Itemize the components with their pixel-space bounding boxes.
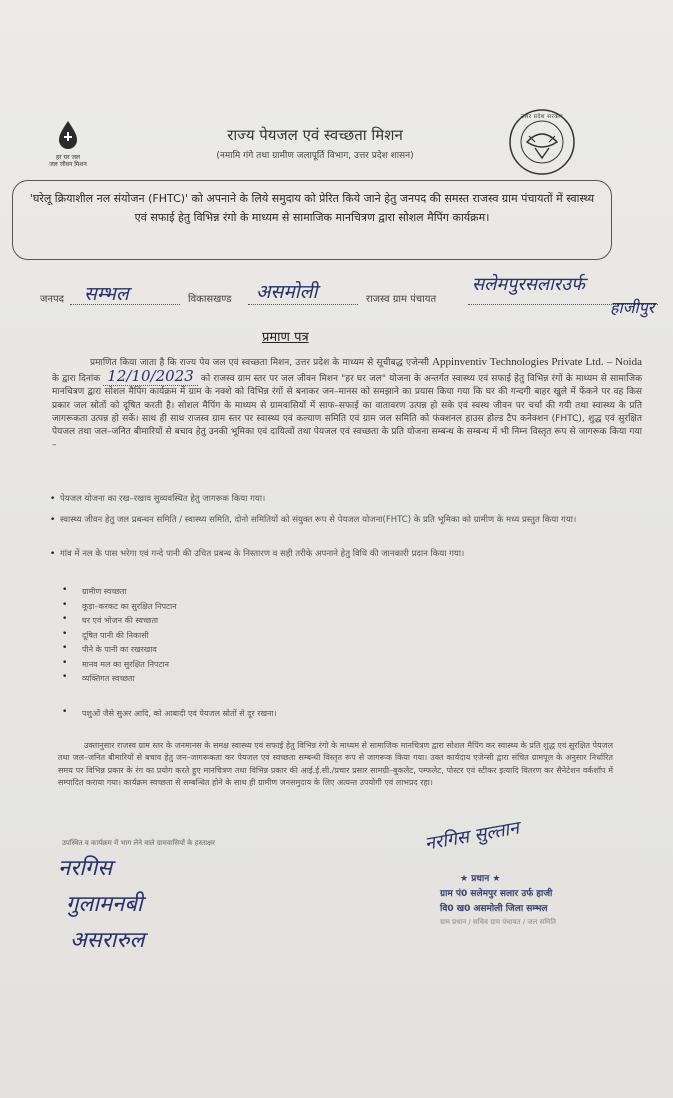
witness-note: उपस्थित व कार्यक्रम में भाग लेने वाले ग्रामवासियों के हस्ताक्षर [62,839,215,847]
list-item-text: ग्रामीण स्वच्छता [82,587,127,596]
gp-label: राजस्व ग्राम पंचायत [366,294,437,305]
location-fields [40,274,660,326]
block-underline [248,304,358,305]
gp-value-line2: हाजीपुर [610,298,655,317]
bullet-1-text: पेयजल योजना का रख–रखाव सुव्यवस्थित हेतु जागरूक किया गया। [60,494,266,504]
org-title: राज्य पेयजल एवं स्वच्छता मिशन [227,126,403,144]
list-item: • व्यक्तिगत स्वच्छता [62,672,135,683]
para2-text: उक्तानुसार राजस्व ग्राम स्तर के जनमानस के समक्ष स्वास्थ्य एवं सफाई हेतु विभिन्न रंगो के माध्यम से सामाजिक मानचित्रण द्वारा सोशल मैपिंग कर स्वास्थ्य के प्रति शुद्ध एवं सुरक्षित पेयजल तथा जल–जनित बीमारियों से बचाव हेतु जन–जागरूकता कर पेयजल एवं स्वच्छता सम्बन्धी विस्तृत रूप से जागरूक किया गया। उक्त कार्यदाय एजेन्सी द्वारा संचित ग्रामपूल के अनुसार निर्धारित समय पर विभिन्न प्रकार के रंग का प्रयोग करते हुए मानचित्रण तथा विभिन्न प्रकार की आई.ई.सी./प्रचार प्रसार सामग्री–बुकलेट, पम्फलेट, पोस्टर एवं स्टीकर इत्यादि वितरण कर सैनेटेशन वर्कशॉप में सम्पादित कराया गया। कार्यक्रम स्वच्छता से सम्बन्धित होने के साथ ही ग्रामीण जनसमुदाय के लिए अत्यन्त उपयोगी एवं लाभप्रद रहा। [58,741,613,787]
bullet-2 [50,514,640,526]
certificate-paragraph-1 [52,356,642,452]
logo-subtagline: जल जीवन मिशन [49,161,87,168]
block-value: असमोली [256,281,318,303]
jjm-logo [44,120,92,168]
animal-item-text: पशुओं जैसे सुअर आदि, को आबादी एवं पेयजल स्रोतों से दूर रखना। [82,709,277,718]
bullet-dot: • [50,494,56,504]
sanitation-topics-list [62,586,362,688]
org-subtitle: (नमामि गंगे तथा ग्रामीण जलापूर्ति विभाग, उत्तर प्रदेश शासन) [216,151,414,161]
pradhan-stamp [440,872,620,927]
list-item-text: व्यक्तिगत स्वच्छता [82,674,135,683]
list-item-text: मानव मल का सुरक्षित निपटान [82,659,169,669]
bullet-dot: • [50,515,56,525]
district-label: जनपद [40,294,64,305]
program-banner [12,180,612,260]
district-value: सम्भल [84,283,129,305]
list-item: • पीने के पानी का रखरखाव [62,643,157,654]
para1-body: को राजस्व ग्राम स्तर पर जल जीवन मिशन "हर घर जल" योजना के अन्तर्गत स्वास्थ्य एवं सफाई हेतु विभिन्न रंगों के माध्यम से सामाजिक मानचित्रण द्वारा सोशल मैपिंग कार्यक्रम में ग्राम के नक्शे को विभिन्न रंगों से बनाकर जन–मानस को समझाने का प्रयास किया गया कि घर की गन्दगी बाहर खुले में फेंकने पर वह किस प्रकार जल स्रोतों को दूषित करती है। सोशल मैपिंग के माध्यम से ग्रामवासियों में साफ–सफाई का वातावरण उत्पन्न हो सके एवं स्वस्थ जीवन पर चर्चा की गयी तथा स्वास्थ्य के प्रति जागरूकता उत्पन्न हो सकें। साथ ही साथ राजस्व ग्राम स्तर पर स्वास्थ्य एवं कल्याण समिति एवं ग्राम जल समिति को फंक्शनल हाउस होल्ड टैप कनेक्शन (FHTC), शुद्ध एवं सुरक्षित पेयजल तथा जल–जनित बीमारियों से बचाव हेतु उनकी भूमिका एवं दायित्वों तथा पेयजल एवं स्वच्छता के प्रति योजना सम्बन्ध के सम्बन्ध में भी निम्न विस्तृत रूप से जागरूक किया गया – [52,374,643,451]
bullet-3-text: गांव में नल के पास भरेगा एवं गन्दे पानी की उचित प्रबन्ध के निस्तारण व सही तरीके अपनाने हेतु विधि की जानकारी प्रदान किया गया। [60,549,465,559]
bullet-1 [50,493,640,505]
bullet-dot: • [50,549,56,559]
list-item-text: घर एवं भोजन की स्वच्छता [82,616,159,625]
witness-signature-2: गुलामनबी [66,892,143,917]
list-item: • कूड़ा–करकट का सुरक्षित निपटान [62,599,177,611]
list-item-text: कूड़ा–करकट का सुरक्षित निपटान [82,601,177,611]
animal-item: • पशुओं जैसे सुअर आदि, को आबादी एवं पेयजल स्रोतों से दूर रखना। [62,707,277,718]
list-item: • घर एवं भोजन की स्वच्छता [62,614,159,625]
program-date: 12/10/2023 [103,367,197,386]
list-item: • ग्रामीण स्वच्छता [62,585,127,596]
stamp-line-3: वि0 ख0 असमोली जिला सम्भल [440,904,548,914]
certificate-title: प्रमाण पत्र [262,330,309,345]
water-drop-icon [57,120,79,150]
witness-signature-3: असरारुल [70,928,145,953]
banner-text: 'घरेलू क्रियाशील नल संयोजन (FHTC)' को अपनाने के लिये समुदाय को प्रेरित किये जाने हेतु जनपद की समस्त राजस्व ग्राम पंचायतों में स्वास्थ्य एवं सफाई हेतु विभिन्न रंगो के माध्यम से सामाजिक मानचित्रण द्वारा सोशल मैपिंग कार्यक्रम। [29,192,595,224]
para1-intro: प्रमाणित किया जाता है कि राज्य पेय जल एवं स्वच्छता मिशन, उत्तर प्रदेश के माध्यम से सूचीबद्ध एजेन्सी [90,358,429,368]
stamp-faint-line: ग्राम प्रधान / सचिव ग्राम पंचायत / जल समिति [440,918,557,926]
seal-text: उत्तर प्रदेश सरकार [520,114,564,120]
list-item-text: दूषित पानी की निकासी [82,630,149,640]
pradhan-signature: नरगिस सुल्तान [423,817,521,855]
logo-tagline: हर घर जल [56,154,80,161]
certificate-paragraph-2 [58,740,613,789]
list-item: • दूषित पानी की निकासी [62,628,149,640]
agency-name: Appinventiv Technologies Private Ltd. – Noida [432,356,642,368]
para1-date-label: के द्वारा दिनांक [52,374,101,385]
stamp-line-2: ग्राम पं0 सलेमपुर सलार उर्फ हाजी [440,889,553,899]
bullet-2-text: स्वास्थ्य जीवन हेतु जल प्रबन्धन समिति / स्वास्थ्य समिति, दोनो समितियों को संयुक्त रूप से पेयजल योजना(FHTC) के प्रति भूमिका को ग्रामीण के मध्य प्रस्तुत किया गया। [60,515,577,525]
block-label: विकासखण्ड [188,294,232,305]
list-item: • मानव मल का सुरक्षित निपटान [62,657,169,669]
witness-signature-1: नरगिस [58,856,113,881]
gp-value: सलेमपुरसलारउर्फ [472,274,585,295]
stamp-line-1: ★ प्रधान ★ [460,874,501,884]
list-item-text: पीने के पानी का रखरखाव [82,645,157,654]
bullet-3 [50,548,640,560]
